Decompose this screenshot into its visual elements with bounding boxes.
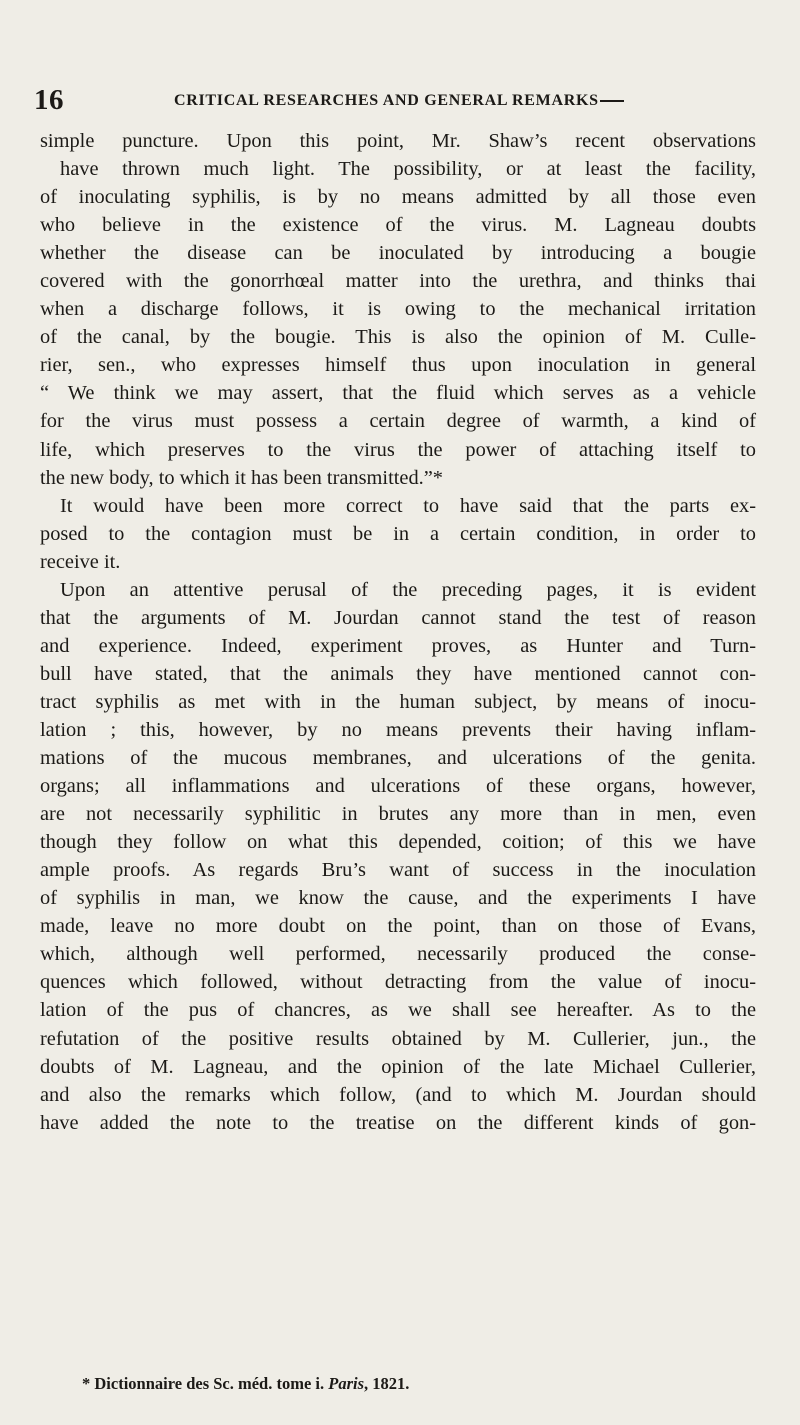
- text-line: though they follow on what this depended, coition; of this we have: [40, 831, 756, 854]
- text-line: have added the note to the treatise on the different kinds of gon-: [40, 1111, 756, 1134]
- text-line: have thrown much light. The possibility, or at least the facility,: [60, 158, 756, 181]
- text-line: mations of the mucous membranes, and ulcerations of the genita.: [40, 747, 756, 770]
- text-line: lation ; this, however, by no means prevents their having inflam-: [40, 718, 756, 741]
- text-line: covered with the gonorrhœal matter into the urethra, and thinks thai: [40, 270, 756, 293]
- text-line: simple puncture. Upon this point, Mr. Shaw’s recent observations: [40, 130, 756, 152]
- body-text: [40, 127, 756, 1137]
- text-line: refutation of the positive results obtained by M. Cullerier, jun., the: [40, 1027, 756, 1050]
- text-line: of inoculating syphilis, is by no means admitted by all those even: [40, 186, 756, 209]
- running-head: [34, 84, 754, 124]
- footnote-place: Paris: [328, 1374, 365, 1393]
- footnote-year: 1821.: [372, 1374, 410, 1393]
- text-line: of syphilis in man, we know the cause, and the experiments I have: [40, 887, 756, 910]
- text-line: made, leave no more doubt on the point, than on those of Evans,: [40, 915, 756, 938]
- text-line: which, although well performed, necessarily produced the conse-: [40, 943, 756, 966]
- text-line: Upon an attentive perusal of the preceding pages, it is evident: [60, 578, 756, 601]
- text-line: ample proofs. As regards Bru’s want of success in the inoculation: [40, 859, 756, 882]
- text-line: of the canal, by the bougie. This is also the opinion of M. Culle-: [40, 326, 756, 349]
- text-line: bull have stated, that the animals they have mentioned cannot con-: [40, 662, 756, 685]
- text-line: rier, sen., who expresses himself thus upon inoculation in general: [40, 354, 756, 377]
- text-line: tract syphilis as met with in the human subject, by means of inocu-: [40, 690, 756, 713]
- text-line: organs; all inflammations and ulcerations of these organs, however,: [40, 775, 756, 798]
- text-line: life, which preserves to the virus the power of attaching itself to: [40, 438, 756, 461]
- text-line: doubts of M. Lagneau, and the opinion of the late Michael Cullerier,: [40, 1055, 756, 1078]
- text-line: when a discharge follows, it is owing to the mechanical irritation: [40, 298, 756, 321]
- footnote-marker: *: [82, 1374, 91, 1393]
- text-line: “ We think we may assert, that the fluid which serves as a vehicle: [40, 382, 756, 405]
- text-line: the new body, to which it has been transmitted.”*: [40, 466, 443, 489]
- text-line: for the virus must possess a certain degree of warmth, a kind of: [40, 410, 756, 433]
- footnote-text: Dictionnaire des Sc. méd. tome i.: [94, 1374, 325, 1393]
- text-line: It would have been more correct to have said that the parts ex-: [60, 494, 756, 517]
- text-line: lation of the pus of chancres, as we shall see hereafter. As to the: [40, 999, 756, 1022]
- text-line: and experience. Indeed, experiment proves, as Hunter and Turn-: [40, 634, 756, 657]
- text-line: and also the remarks which follow, (and to which M. Jourdan should: [40, 1083, 756, 1106]
- footnote: * Dictionnaire des Sc. méd. tome i. Paris, 1821.: [82, 1374, 410, 1393]
- text-line: receive it.: [40, 550, 121, 573]
- running-title: CRITICAL RESEARCHES AND GENERAL REMARKS: [174, 92, 624, 110]
- text-line: whether the disease can be inoculated by introducing a bougie: [40, 242, 756, 265]
- text-line: posed to the contagion must be in a certain condition, in order to: [40, 522, 756, 545]
- text-line: that the arguments of M. Jourdan cannot stand the test of reason: [40, 606, 756, 629]
- text-line: are not necessarily syphilitic in brutes any more than in men, even: [40, 803, 756, 826]
- page-number: 16: [34, 84, 64, 116]
- text-line: who believe in the existence of the virus. M. Lagneau doubts: [40, 214, 756, 237]
- text-line: quences which followed, without detracting from the value of inocu-: [40, 971, 756, 994]
